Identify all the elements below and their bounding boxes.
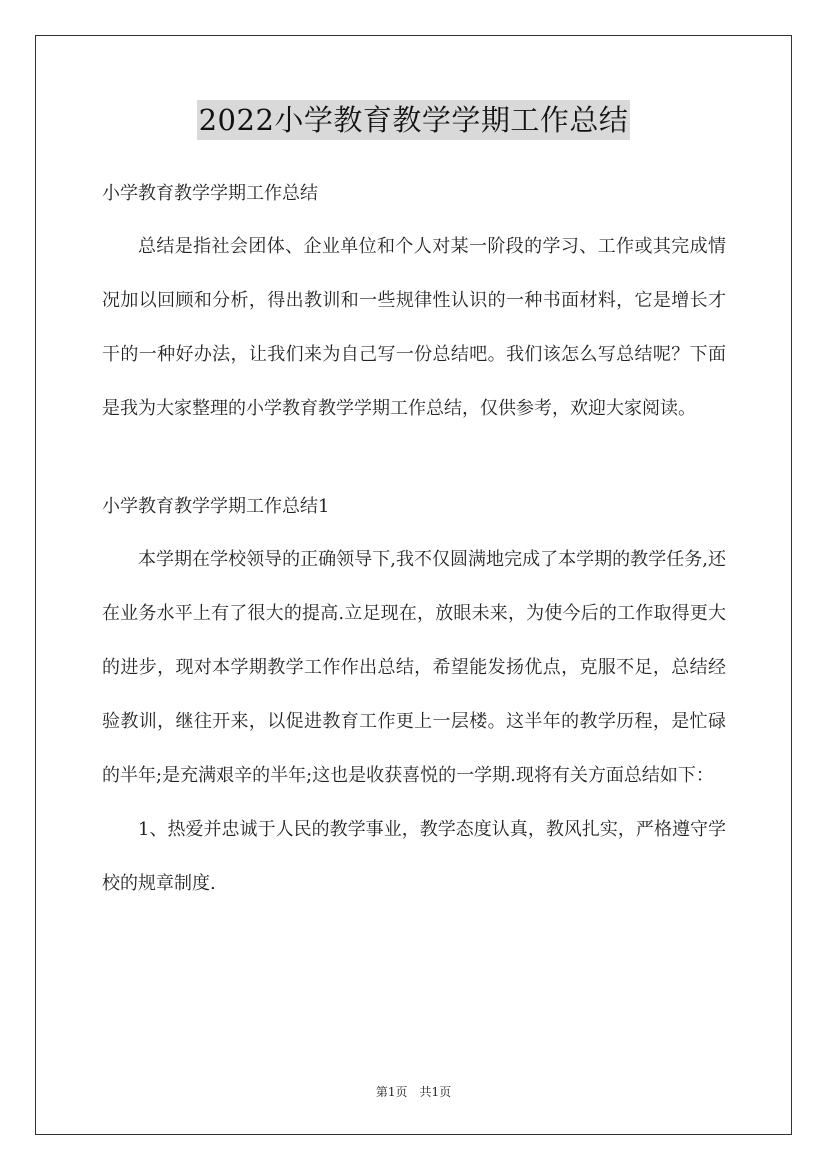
title-container — [0, 100, 827, 140]
document-title: 2022小学教育教学学期工作总结 — [197, 100, 631, 140]
section-1-paragraph: 本学期在学校领导的正确领导下,我不仅圆满地完成了本学期的教学任务,还在业务水平上有了很大的提高.立足现在，放眼未来，为使今后的工作取得更大的进步，现对本学期教学工作作出总结，希望能发扬优点，克服不足，总结经验教训，继往开来，以促进教育工作更上一层楼。这半年的教学历程，是忙碌的半年;是充满艰辛的半年;这也是收获喜悦的一学期.现将有关方面总结如下： — [102, 549, 726, 786]
section-heading-intro: 小学教育教学学期工作总结 — [102, 183, 318, 204]
section-1-item-1: 1、热爱并忠诚于人民的教学事业，教学态度认真，教风扎实，严格遵守学校的规章制度. — [102, 819, 726, 894]
spacer — [102, 436, 726, 485]
page-total: 共1页 — [419, 1085, 452, 1099]
section-heading-1: 小学教育教学学期工作总结1 — [102, 496, 330, 517]
page-number: 第1页 — [375, 1085, 408, 1099]
document-body — [102, 172, 726, 911]
intro-paragraph: 总结是指社会团体、企业单位和个人对某一阶段的学习、工作或其完成情况加以回顾和分析，得出教训和一些规律性认识的一种书面材料，它是增长才干的一种好办法，让我们来为自己写一份总结吧。我们该怎么写总结呢？下面是我为大家整理的小学教育教学学期工作总结，仅供参考，欢迎大家阅读。 — [102, 236, 726, 419]
page-footer — [0, 1083, 827, 1100]
